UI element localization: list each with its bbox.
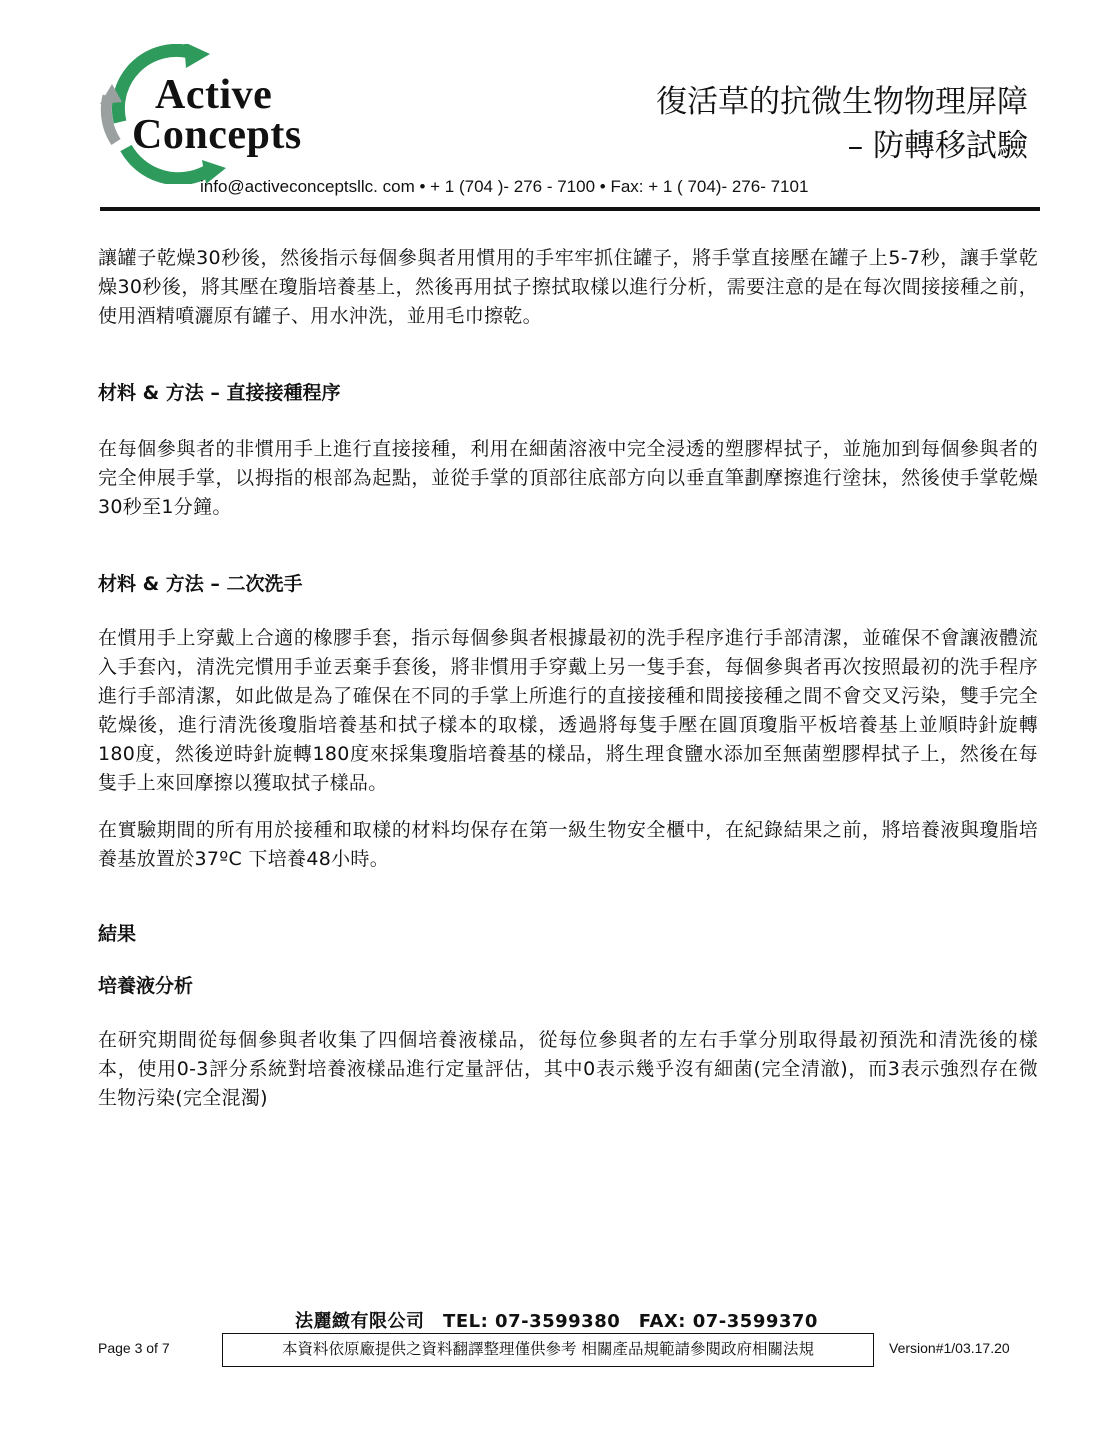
heading-results: 結果 xyxy=(98,923,137,945)
footer-disclaimer: 本資料依原廠提供之資料翻譯整理僅供參考 相關產品規範請參閱政府相關法規 xyxy=(222,1333,874,1367)
paragraph-second-wash: 在慣用手上穿戴上合適的橡膠手套，指示每個參與者根據最初的洗手程序進行手部清潔，並確保不會讓液體流入手套內，清洗完慣用手並丟棄手套後，將非慣用手穿戴上另一隻手套，每個參與者再次按照最初的洗手程序進行手部清潔，如此做是為了確保在不同的手掌上所進行的直接接種和間接接種之間不會交叉污染，雙手完全乾燥後，進行清洗後瓊脂培養基和拭子樣本的取樣，透過將每隻手壓在圓頂瓊脂平板培養基上並順時針旋轉180度，然後逆時針旋轉180度來採集瓊脂培養基的樣品，將生理食鹽水添加至無菌塑膠桿拭子上，然後在每隻手上來回摩擦以獲取拭子樣品。 xyxy=(98,627,1038,794)
page-number: Page 3 of 7 xyxy=(98,1340,170,1356)
heading-second-wash: 材料 & 方法 – 二次洗手 xyxy=(98,573,303,595)
paragraph-incubation: 在實驗期間的所有用於接種和取樣的材料均保存在第一級生物安全櫃中，在紀錄結果之前，將培養液與瓊脂培養基放置於37ºC 下培養48小時。 xyxy=(98,819,1038,870)
title-line-2: – 防轉移試驗 xyxy=(847,128,1028,164)
footer-company: 法麗緻有限公司 TEL: 07-3599380 FAX: 07-3599370 xyxy=(295,1311,818,1332)
company-logo xyxy=(98,44,328,184)
contact-line: info@activeconceptsllc. com • + 1 (704 )- 276 - 7100 • Fax: + 1 ( 704)- 276- 7101 xyxy=(200,177,809,196)
version-label: Version#1/03.17.20 xyxy=(889,1340,1010,1356)
paragraph-direct-inoculation: 在每個參與者的非慣用手上進行直接接種，利用在細菌溶液中完全浸透的塑膠桿拭子，並施加到每個參與者的完全伸展手掌，以拇指的根部為起點，並從手掌的頂部往底部方向以垂直筆劃摩擦進行塗抹，然後使手掌乾燥30秒至1分鐘。 xyxy=(98,438,1038,518)
logo-word-active: Active xyxy=(155,72,273,118)
document-title xyxy=(656,80,1028,168)
logo-word-concepts: Concepts xyxy=(132,112,302,158)
header-divider xyxy=(100,207,1040,211)
title-line-1: 復活草的抗微生物物理屏障 xyxy=(656,84,1028,120)
heading-direct-inoculation: 材料 & 方法 – 直接接種程序 xyxy=(98,382,341,404)
paragraph-intro: 讓罐子乾燥30秒後，然後指示每個參與者用慣用的手牢牢抓住罐子，將手掌直接壓在罐子上5-7秒，讓手掌乾燥30秒後，將其壓在瓊脂培養基上，然後再用拭子擦拭取樣以進行分析，需要注意的是在每次間接接種之前，使用酒精噴灑原有罐子、用水沖洗，並用毛巾擦乾。 xyxy=(98,247,1038,327)
heading-broth-analysis: 培養液分析 xyxy=(98,975,194,997)
document-body xyxy=(98,244,1038,1113)
paragraph-broth-analysis: 在研究期間從每個參與者收集了四個培養液樣品，從每位參與者的左右手掌分別取得最初預洗和清洗後的樣本，使用0-3評分系統對培養液樣品進行定量評估，其中0表示幾乎沒有細菌(完全清澈)，而3表示強烈存在微生物污染(完全混濁) xyxy=(98,1029,1038,1109)
